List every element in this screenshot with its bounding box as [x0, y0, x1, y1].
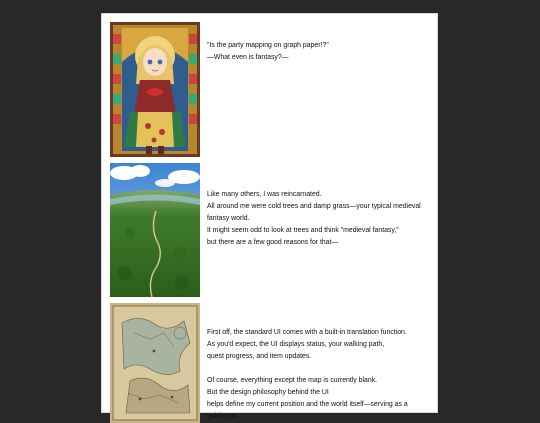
illustration-forest: [110, 163, 200, 297]
text-line: —What even is fantasy?—: [207, 54, 289, 61]
text-line: As you'd expect, the UI displays status, your walking path,: [207, 341, 385, 348]
section-1: [110, 22, 430, 167]
text-line: All around me were cold trees and damp grass—your typical medieval: [207, 203, 421, 210]
text-line: quest progress, and item updates.: [207, 353, 312, 360]
text-line: Of course, everything except the map is currently blank.: [207, 377, 378, 384]
section-2: [110, 163, 430, 303]
text-line: "Is the party mapping on graph paper!?": [207, 42, 329, 49]
section-2-text: [207, 189, 432, 249]
text-line: It might seem odd to look at trees and think "medieval fantasy,": [207, 227, 399, 234]
text-line: First off, the standard UI comes with a built-in translation function.: [207, 329, 407, 336]
text-line: But the design philosophy behind the UI: [207, 389, 329, 396]
illustration-map: [110, 303, 200, 423]
text-line: guidepost.: [207, 413, 239, 420]
paragraph-gap: [207, 363, 432, 375]
text-line: fantasy world.: [207, 215, 250, 222]
text-line: helps define my current position and the world itself—serving as a: [207, 401, 408, 408]
illustration-girl: [110, 22, 200, 157]
document-page: [101, 13, 438, 420]
section-3: [110, 303, 430, 423]
text-line: Like many others, I was reincarnated.: [207, 191, 322, 198]
text-line: but there are a few good reasons for that—: [207, 239, 339, 246]
section-1-text: [207, 40, 432, 64]
section-3-text: [207, 327, 432, 423]
